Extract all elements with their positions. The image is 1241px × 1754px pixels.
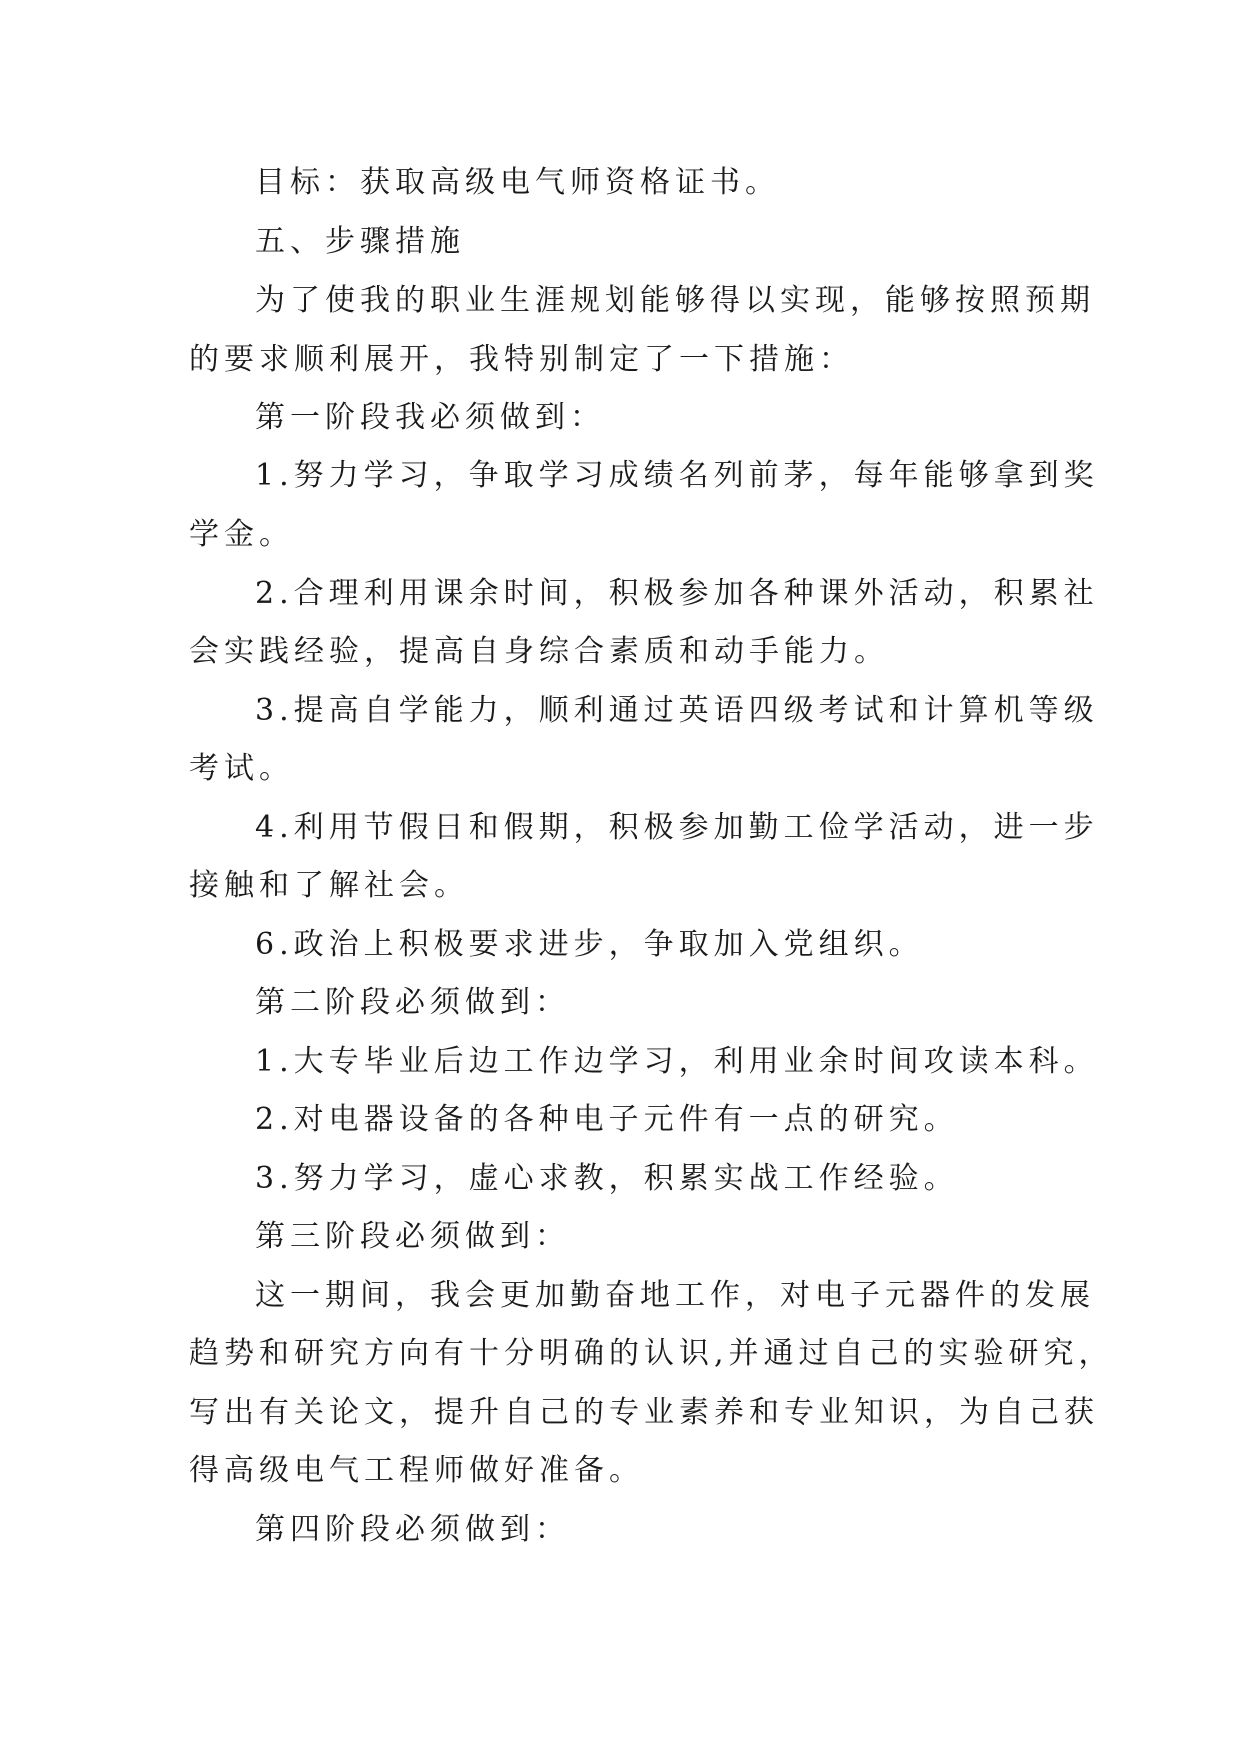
stage-heading: 第二阶段必须做到： bbox=[255, 985, 570, 1020]
stage-heading: 第三阶段必须做到： bbox=[255, 1219, 570, 1254]
stage-heading: 第一阶段我必须做到： bbox=[255, 400, 605, 435]
paragraph-line: 写出有关论文，提升自己的专业素养和专业知识，为自己获 bbox=[189, 1395, 1099, 1430]
paragraph-line: 得高级电气工程师做好准备。 bbox=[189, 1453, 644, 1488]
list-item-line: 6.政治上积极要求进步，争取加入党组织。 bbox=[255, 927, 924, 962]
list-item-line: 3.提高自学能力，顺利通过英语四级考试和计算机等级 bbox=[255, 693, 1099, 728]
list-item-line: 2.合理利用课余时间，积极参加各种课外活动，积累社 bbox=[255, 576, 1099, 611]
list-item-line: 3.努力学习，虚心求教，积累实战工作经验。 bbox=[255, 1161, 959, 1196]
paragraph-line: 为了使我的职业生涯规划能够得以实现，能够按照预期 bbox=[255, 283, 1095, 318]
list-item-line: 2.对电器设备的各种电子元件有一点的研究。 bbox=[255, 1102, 959, 1137]
paragraph-line: 的要求顺利展开，我特别制定了一下措施： bbox=[189, 342, 854, 377]
paragraph-line: 趋势和研究方向有十分明确的认识,并通过自己的实验研究， bbox=[189, 1336, 1114, 1371]
list-item-line: 学金。 bbox=[189, 517, 294, 552]
goal-line: 目标：获取高级电气师资格证书。 bbox=[255, 165, 780, 200]
list-item-line: 考试。 bbox=[189, 751, 294, 786]
list-item-line: 4.利用节假日和假期，积极参加勤工俭学活动，进一步 bbox=[255, 810, 1099, 845]
paragraph-line: 这一期间，我会更加勤奋地工作，对电子元器件的发展 bbox=[255, 1278, 1095, 1313]
section-heading: 五、步骤措施 bbox=[255, 224, 465, 259]
list-item-line: 接触和了解社会。 bbox=[189, 868, 469, 903]
list-item-line: 1.大专毕业后边工作边学习，利用业余时间攻读本科。 bbox=[255, 1044, 1099, 1079]
list-item-line: 会实践经验，提高自身综合素质和动手能力。 bbox=[189, 634, 889, 669]
list-item-line: 1.努力学习，争取学习成绩名列前茅，每年能够拿到奖 bbox=[255, 458, 1099, 493]
stage-heading: 第四阶段必须做到： bbox=[255, 1512, 570, 1547]
